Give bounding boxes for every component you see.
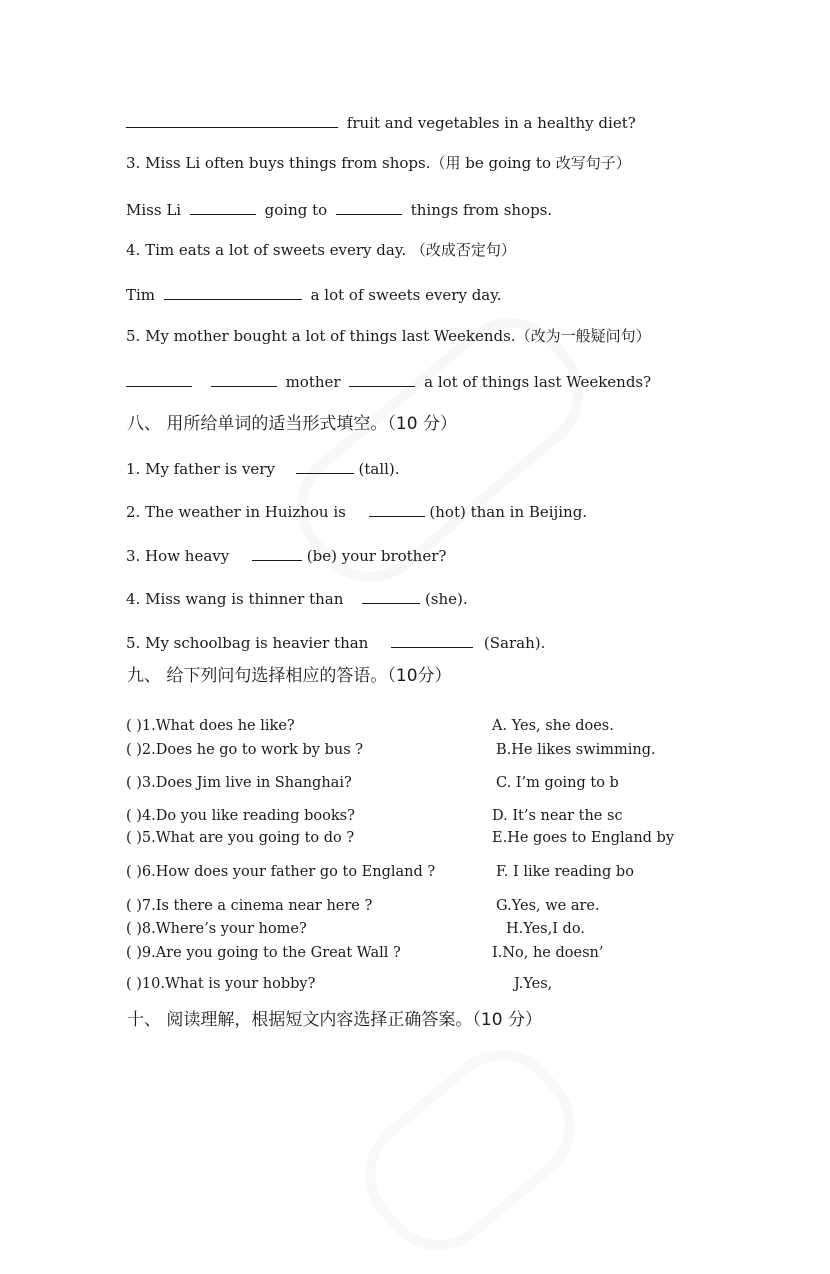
- match-question: ( )2.Does he go to work by bus ?: [126, 742, 364, 758]
- match-answer: A. Yes, she does.: [492, 718, 614, 734]
- match-row: [126, 896, 726, 916]
- match-question: ( )3.Does Jim live in Shanghai?: [126, 775, 352, 791]
- match-answer: D. It’s near the sc: [492, 808, 623, 824]
- answer-blank[interactable]: [211, 371, 277, 387]
- match-row: [126, 773, 726, 793]
- match-question: ( )6.How does your father go to England ?: [126, 864, 436, 880]
- fill-item-3: 3. How heavy (be) your brother?: [126, 547, 447, 565]
- match-row: [126, 974, 726, 994]
- question-3: 3. Miss Li often buys things from shops.（用 be going to 改写句子）: [126, 154, 631, 172]
- q3-answer-line: Miss Li going to things from shops.: [126, 201, 553, 219]
- answer-blank[interactable]: [296, 458, 354, 474]
- match-question: ( )8.Where’s your home?: [126, 921, 307, 937]
- match-row: [126, 828, 726, 848]
- fill-item-1: 1. My father is very (tall).: [126, 460, 400, 478]
- match-row: [126, 862, 726, 882]
- answer-blank[interactable]: [164, 284, 302, 300]
- answer-blank[interactable]: [391, 632, 473, 648]
- match-answer: E.He goes to England by: [492, 830, 675, 846]
- answer-blank[interactable]: [190, 199, 256, 215]
- match-question: ( )5.What are you going to do ?: [126, 830, 355, 846]
- fill-item-4: 4. Miss wang is thinner than (she).: [126, 590, 468, 608]
- answer-blank[interactable]: [362, 588, 420, 604]
- match-answer: C. I’m going to b: [496, 775, 619, 791]
- answer-blank[interactable]: [349, 371, 415, 387]
- match-row: [126, 740, 726, 760]
- match-row: [126, 943, 726, 963]
- fill-item-5: 5. My schoolbag is heavier than (Sarah).: [126, 634, 546, 652]
- section-title-9: 九、 给下列问句选择相应的答语。（10分）: [127, 666, 452, 686]
- match-answer: H.Yes,I do.: [506, 921, 585, 937]
- match-row: [126, 716, 726, 736]
- match-answer: J.Yes,: [514, 976, 553, 992]
- watermark: [341, 1026, 600, 1274]
- answer-blank[interactable]: [336, 199, 402, 215]
- q4-answer-line: Tim a lot of sweets every day.: [126, 286, 502, 304]
- match-answer: B.He likes swimming.: [496, 742, 656, 758]
- answer-blank[interactable]: [126, 371, 192, 387]
- match-row: [126, 806, 726, 826]
- q2-answer-line: fruit and vegetables in a healthy diet?: [126, 112, 636, 133]
- match-question: ( )10.What is your hobby?: [126, 976, 316, 992]
- match-question: ( )4.Do you like reading books?: [126, 808, 355, 824]
- answer-blank[interactable]: [126, 112, 338, 128]
- question-4: 4. Tim eats a lot of sweets every day. （改成否定句）: [126, 241, 516, 259]
- match-question: ( )7.Is there a cinema near here ?: [126, 898, 373, 914]
- match-answer: G.Yes, we are.: [496, 898, 600, 914]
- section-title-10: 十、 阅读理解，根据短文内容选择正确答案。（10 分）: [127, 1010, 542, 1030]
- match-question: ( )1.What does he like?: [126, 718, 295, 734]
- match-question: ( )9.Are you going to the Great Wall ?: [126, 945, 401, 961]
- q5-answer-line: mother a lot of things last Weekends?: [126, 371, 651, 392]
- answer-blank[interactable]: [369, 501, 425, 517]
- answer-blank[interactable]: [252, 545, 302, 561]
- question-5: 5. My mother bought a lot of things last Weekends.（改为一般疑问句）: [126, 327, 651, 345]
- match-row: [126, 919, 726, 939]
- section-title-8: 八、 用所给单词的适当形式填空。（10 分）: [127, 414, 457, 434]
- fill-item-2: 2. The weather in Huizhou is (hot) than in Beijing.: [126, 503, 588, 521]
- match-answer: F. I like reading bo: [496, 864, 634, 880]
- match-answer: I.No, he doesn’: [492, 945, 604, 961]
